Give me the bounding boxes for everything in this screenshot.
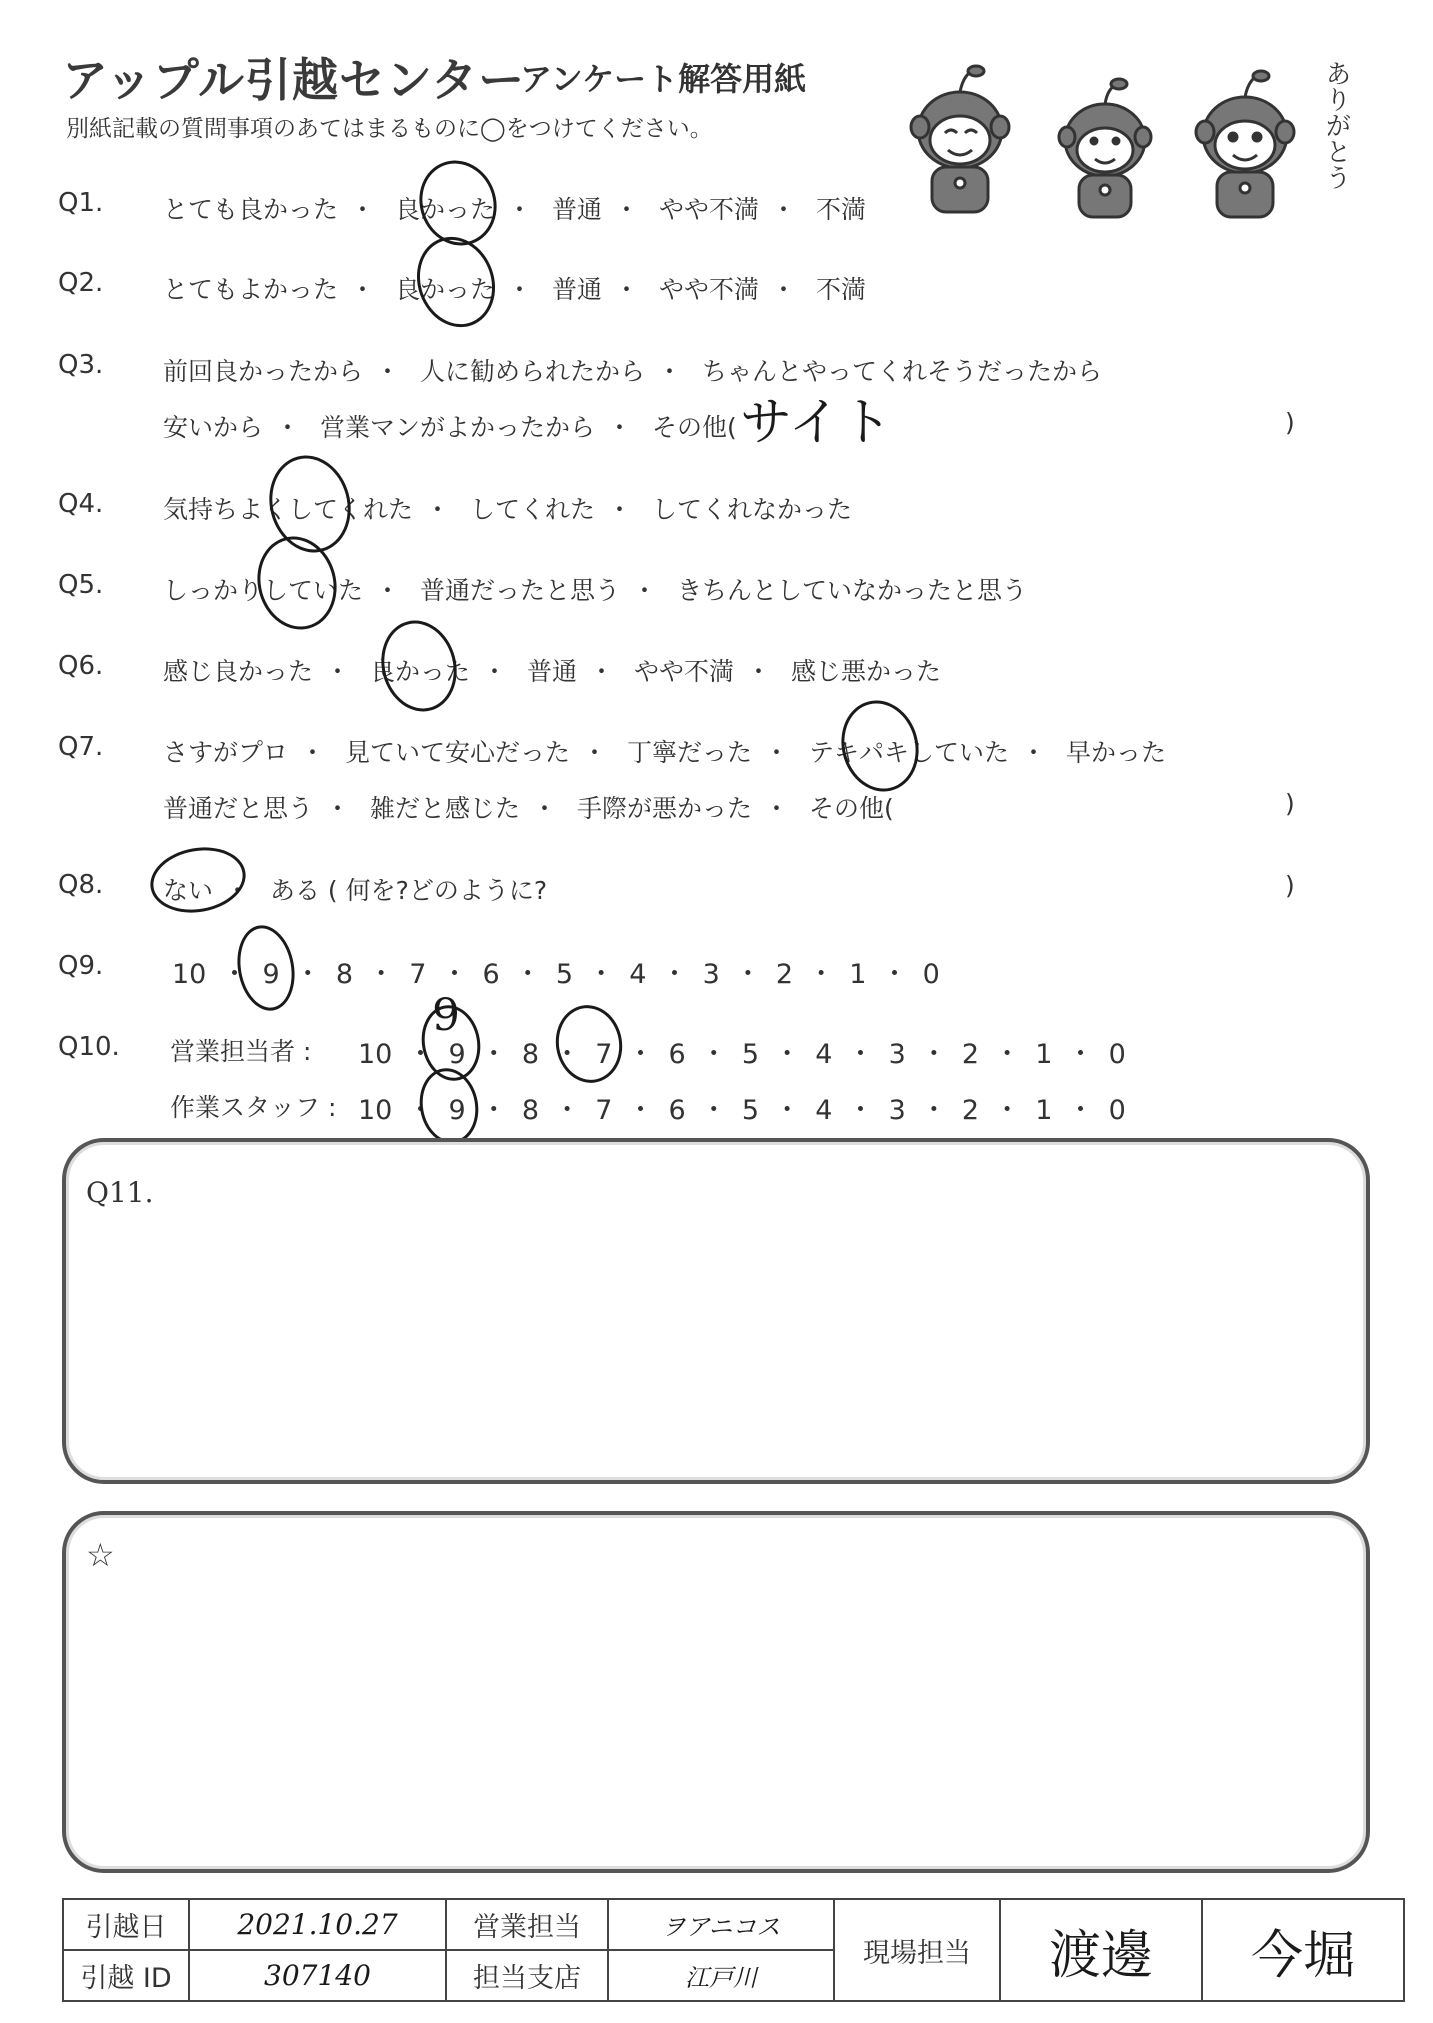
move-date-value[interactable] — [189, 1899, 446, 1950]
monkey-mascot-1 — [911, 66, 1009, 212]
q7-option[interactable]: 早かった — [1065, 738, 1166, 767]
q7-option[interactable]: 見ていて安心だった — [344, 738, 570, 767]
q6-options: 感じ良かった ・ 良かった ・ 普通 ・ やや不満 ・ 感じ悪かった — [163, 657, 941, 686]
q3-option[interactable]: 営業マンがよかったから — [319, 413, 595, 442]
q3-other-label: その他( — [651, 413, 737, 442]
q10-sales-answer-circle-7 — [550, 1000, 629, 1088]
q5-options: しっかりしていた ・ 普通だったと思う ・ きちんとしていなかったと思う — [163, 576, 1027, 605]
q5-option[interactable]: しっかりしていた — [163, 576, 364, 605]
q10-staff-scale[interactable]: 10 ・ 9 ・ 8 ・ 7 ・ 6 ・ 5 ・ 4 ・ 3 ・ 2 ・ 1 ・ 0 — [358, 1095, 1126, 1126]
q3-option[interactable]: 前回良かったから — [163, 357, 364, 386]
q7-label: Q7. — [58, 732, 104, 762]
q6-option[interactable]: やや不満 — [633, 657, 734, 686]
q11-comment-box[interactable] — [62, 1138, 1370, 1484]
q3-other-handwritten[interactable]: サイト — [740, 393, 893, 453]
q2-label: Q2. — [58, 268, 104, 298]
sales-rep-value[interactable] — [608, 1899, 834, 1950]
q7-option[interactable]: テキパキしていた — [808, 738, 1009, 767]
q7-option[interactable]: 手際が悪かった — [576, 794, 752, 823]
q3-option[interactable]: 人に勧められたから — [419, 357, 645, 386]
q3-options-line2: 安いから ・ 営業マンがよかったから ・ その他( — [163, 413, 737, 442]
move-date-label: 引越日 — [63, 1899, 189, 1950]
q4-option[interactable]: 気持ちよくしてくれた — [163, 495, 414, 524]
q6-option[interactable]: 良かった — [369, 657, 470, 686]
monkey-mascot-3 — [1196, 71, 1294, 217]
move-id-value[interactable] — [189, 1950, 446, 2001]
q4-options: 気持ちよくしてくれた ・ してくれた ・ してくれなかった — [163, 495, 852, 524]
site-rep-value-2[interactable] — [1202, 1899, 1404, 2001]
q7-option[interactable]: 普通だと思う — [163, 794, 314, 823]
q8-close-paren: ) — [1285, 871, 1295, 900]
site-rep-value-1[interactable] — [1000, 1899, 1202, 2001]
q1-option[interactable]: とても良かった — [163, 195, 339, 224]
q7-other-label: その他( — [808, 794, 894, 823]
q1-options: とても良かった ・ 良かった ・ 普通 ・ やや不満 ・ 不満 — [163, 195, 866, 224]
q2-options: とてもよかった ・ 良かった ・ 普通 ・ やや不満 ・ 不満 — [163, 275, 866, 304]
q10-sales-handwritten-mark: 9 — [432, 990, 460, 1041]
q7-option[interactable]: 雑だと感じた — [369, 794, 520, 823]
q8-option-some[interactable]: ある ( 何を?どのように? — [269, 876, 548, 905]
q10-sales-label: 営業担当者 : — [170, 1037, 312, 1066]
q5-label: Q5. — [58, 570, 104, 600]
q4-option[interactable]: してくれなかった — [651, 495, 852, 524]
q10-staff-label: 作業スタッフ : — [170, 1093, 337, 1122]
q7-options-line1: さすがプロ ・ 見ていて安心だった ・ 丁寧だった ・ テキパキしていた ・ 早かった — [163, 738, 1166, 767]
q7-option[interactable]: 丁寧だった — [626, 738, 752, 767]
move-id-handwritten: 307140 — [264, 1959, 371, 1992]
monkey-mascot-2 — [1059, 79, 1151, 217]
instruction-text: 別紙記載の質問事項のあてはまるものに◯をつけてください。 — [66, 116, 713, 142]
q5-option[interactable]: きちんとしていなかったと思う — [676, 576, 1027, 605]
q10-staff-answer-circle — [414, 1064, 484, 1149]
q11-box-label: Q11. — [86, 1176, 154, 1209]
q5-option[interactable]: 普通だったと思う — [419, 576, 620, 605]
q8-answer-circle — [145, 840, 251, 920]
move-date-handwritten: 2021.10.27 — [237, 1908, 398, 1941]
q10-label: Q10. — [58, 1032, 120, 1062]
q6-label: Q6. — [58, 651, 104, 681]
q7-answer-circle — [831, 692, 928, 801]
q3-close-paren: ) — [1285, 408, 1295, 437]
branch-value[interactable] — [608, 1950, 834, 2001]
q2-option[interactable]: やや不満 — [658, 275, 759, 304]
q2-option[interactable]: 普通 — [551, 275, 602, 304]
q2-answer-circle — [405, 226, 508, 338]
site-rep-1-handwritten: 渡邊 — [1048, 1925, 1153, 1986]
q3-option[interactable]: 安いから — [163, 413, 264, 442]
q2-option[interactable]: 良かった — [394, 275, 495, 304]
q1-label: Q1. — [58, 188, 104, 218]
site-rep-2-handwritten: 今堀 — [1250, 1925, 1355, 1986]
sales-rep-label: 営業担当 — [446, 1899, 608, 1950]
q4-option[interactable]: してくれた — [469, 495, 595, 524]
branch-handwritten: 江戸川 — [685, 1964, 757, 1992]
star-box-label: ☆ — [86, 1536, 115, 1574]
q1-option[interactable]: 普通 — [551, 195, 602, 224]
q8-label: Q8. — [58, 870, 104, 900]
q3-label: Q3. — [58, 350, 104, 380]
q6-answer-circle — [371, 612, 466, 720]
star-comment-box[interactable] — [62, 1511, 1370, 1873]
q8-options: ない ・ ある ( 何を?どのように? — [163, 876, 548, 905]
q10-sales-scale[interactable]: 10 ・ 9 ・ 8 ・ 7 ・ 6 ・ 5 ・ 4 ・ 3 ・ 2 ・ 1 ・ 0 — [358, 1039, 1126, 1070]
q9-answer-circle — [231, 921, 301, 1015]
q7-close-paren: ) — [1285, 789, 1295, 818]
company-title: アップル引越センター — [62, 53, 526, 107]
move-id-label: 引越 ID — [63, 1950, 189, 2001]
q7-option[interactable]: さすがプロ — [163, 738, 289, 767]
q9-label: Q9. — [58, 951, 104, 981]
q7-options-line2: 普通だと思う ・ 雑だと感じた ・ 手際が悪かった ・ その他( — [163, 794, 894, 823]
monkey-mascots-illustration — [890, 55, 1340, 225]
q1-option[interactable]: やや不満 — [658, 195, 759, 224]
q3-option[interactable]: ちゃんとやってくれそうだったから — [701, 357, 1102, 386]
q8-option-none[interactable]: ない — [163, 876, 214, 905]
sales-rep-handwritten: ヲアニコス — [661, 1913, 781, 1941]
q6-option[interactable]: 普通 — [526, 657, 577, 686]
q4-label: Q4. — [58, 489, 104, 519]
form-title: アンケート解答用紙 — [520, 60, 807, 98]
q2-option[interactable]: 不満 — [815, 275, 866, 304]
q3-options-line1: 前回良かったから ・ 人に勧められたから ・ ちゃんとやってくれそうだったから — [163, 357, 1102, 386]
q1-option[interactable]: 良かった — [394, 195, 495, 224]
q2-option[interactable]: とてもよかった — [163, 275, 339, 304]
q1-option[interactable]: 不満 — [815, 195, 866, 224]
branch-label: 担当支店 — [446, 1950, 608, 2001]
q9-scale[interactable]: 10 ・ 9 ・ 8 ・ 7 ・ 6 ・ 5 ・ 4 ・ 3 ・ 2 ・ 1 ・ 0 — [172, 959, 940, 990]
q6-option[interactable]: 感じ悪かった — [790, 657, 941, 686]
thanks-text: ありがとう — [1321, 60, 1351, 190]
move-info-table — [62, 1898, 1405, 2002]
q6-option[interactable]: 感じ良かった — [163, 657, 314, 686]
site-rep-label: 現場担当 — [834, 1899, 1000, 2001]
